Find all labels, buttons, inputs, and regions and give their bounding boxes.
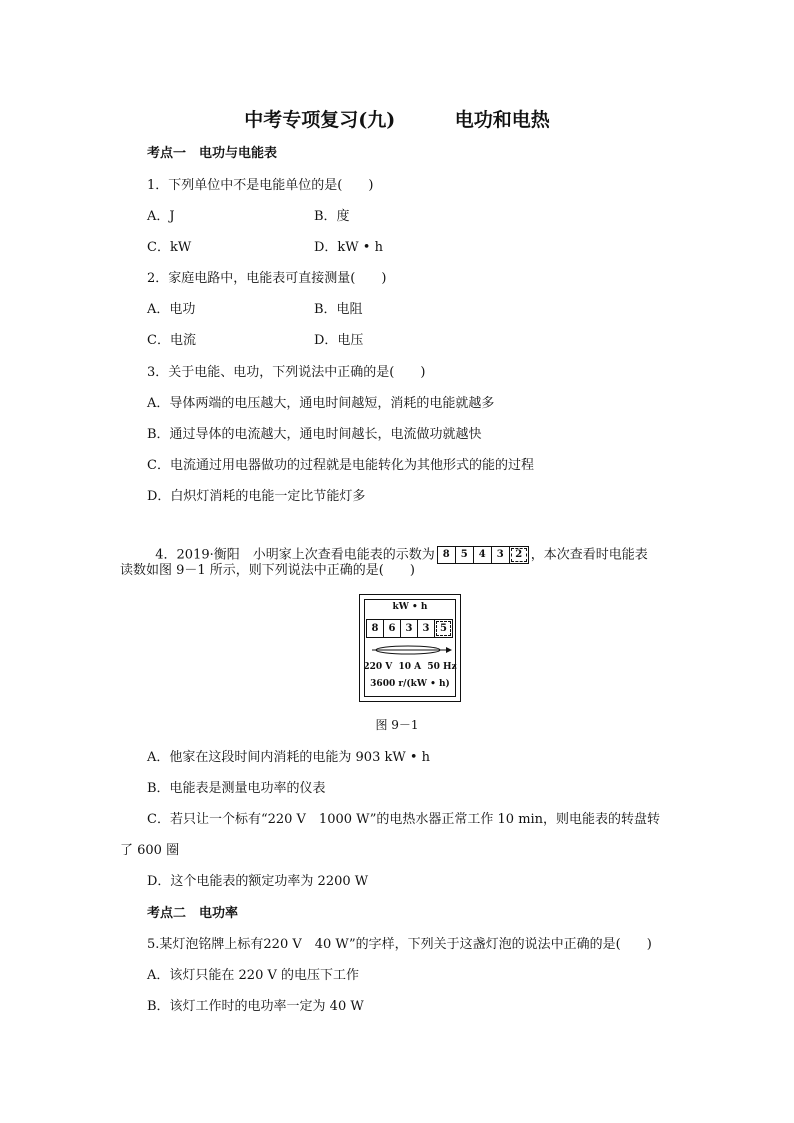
question-2-option-b: B．电阻	[314, 302, 363, 317]
question-5-option-a: A．该灯只能在 220 V 的电压下工作	[147, 968, 359, 983]
question-4-option-a: A．他家在这段时间内消耗的电能为 903 kW • h	[147, 750, 431, 765]
question-4-option-b: B．电能表是测量电功率的仪表	[147, 781, 326, 796]
question-4-stem-post: ，本次查看时电能表	[530, 547, 648, 563]
question-3-option-c: C．电流通过用电器做功的过程就是电能转化为其他形式的能的过程	[147, 458, 534, 473]
question-2-option-a: A．电功	[147, 302, 196, 317]
question-4-option-d: D．这个电能表的额定功率为 2200 W	[147, 874, 369, 889]
meter-digit: 6	[384, 620, 401, 637]
previous-digit: 4	[474, 547, 492, 563]
meter-digit: 8	[367, 620, 384, 637]
meter-reading	[366, 619, 453, 638]
question-2-option-d: D．电压	[314, 333, 364, 348]
previous-digit: 3	[492, 547, 510, 563]
meter-spec-label: 220 V 10 A 50 Hz	[363, 662, 457, 672]
question-4-option-c-line1: C．若只让一个标有“220 V 1000 W”的电热水器正常工作 10 min，则电能表的转盘转	[147, 812, 661, 827]
meter-unit-label: kW • h	[392, 602, 428, 612]
question-3-stem: 3．关于电能、电功，下列说法中正确的是( )	[147, 365, 426, 380]
question-4-option-c-line2: 了 600 圈	[120, 843, 180, 858]
question-4-stem-line1	[147, 528, 648, 565]
question-2-stem: 2．家庭电路中，电能表可直接测量( )	[147, 271, 387, 286]
page-title: 中考专项复习(九) 电功和电热	[244, 109, 550, 131]
meter-rate-label: 3600 r/(kW • h)	[370, 679, 450, 689]
question-2-option-c: C．电流	[147, 333, 196, 348]
meter-digit: 3	[418, 620, 435, 637]
section-heading-1: 考点一 电功与电能表	[147, 146, 278, 161]
meter-decimal-digit: 5	[436, 621, 451, 636]
previous-decimal-digit: 2	[511, 548, 527, 562]
question-1-option-b: B．度	[314, 209, 350, 224]
question-1-option-a: A．J	[147, 209, 175, 224]
question-5-stem: 5.某灯泡铭牌上标有220 V 40 W”的字样，下列关于这盏灯泡的说法中正确的是( )	[147, 937, 652, 952]
section-heading-2: 考点二 电功率	[147, 906, 239, 921]
question-4-stem-pre: 4．2019·衡阳 小明家上次查看电能表的示数为	[155, 547, 435, 563]
question-3-option-d: D．白炽灯消耗的电能一定比节能灯多	[147, 489, 366, 504]
meter-digit: 3	[401, 620, 418, 637]
question-3-option-a: A．导体两端的电压越大，通电时间越短，消耗的电能就越多	[147, 396, 495, 411]
question-5-option-b: B．该灯工作时的电功率一定为 40 W	[147, 999, 364, 1014]
question-4-stem-line2: 读数如图 9－1 所示，则下列说法中正确的是( )	[120, 563, 415, 578]
question-1-option-d: D．kW • h	[314, 240, 383, 255]
question-3-option-b: B．通过导体的电流越大，通电时间越长，电流做功就越快	[147, 427, 482, 442]
figure-caption: 图 9－1	[375, 718, 419, 732]
question-1-stem: 1．下列单位中不是电能单位的是( )	[147, 178, 374, 193]
electric-meter-figure	[359, 594, 461, 702]
previous-digit: 5	[456, 547, 474, 563]
previous-meter-reading	[437, 546, 529, 564]
question-1-option-c: C．kW	[147, 240, 192, 255]
previous-digit: 8	[438, 547, 456, 563]
rotating-disc-icon	[368, 643, 452, 657]
